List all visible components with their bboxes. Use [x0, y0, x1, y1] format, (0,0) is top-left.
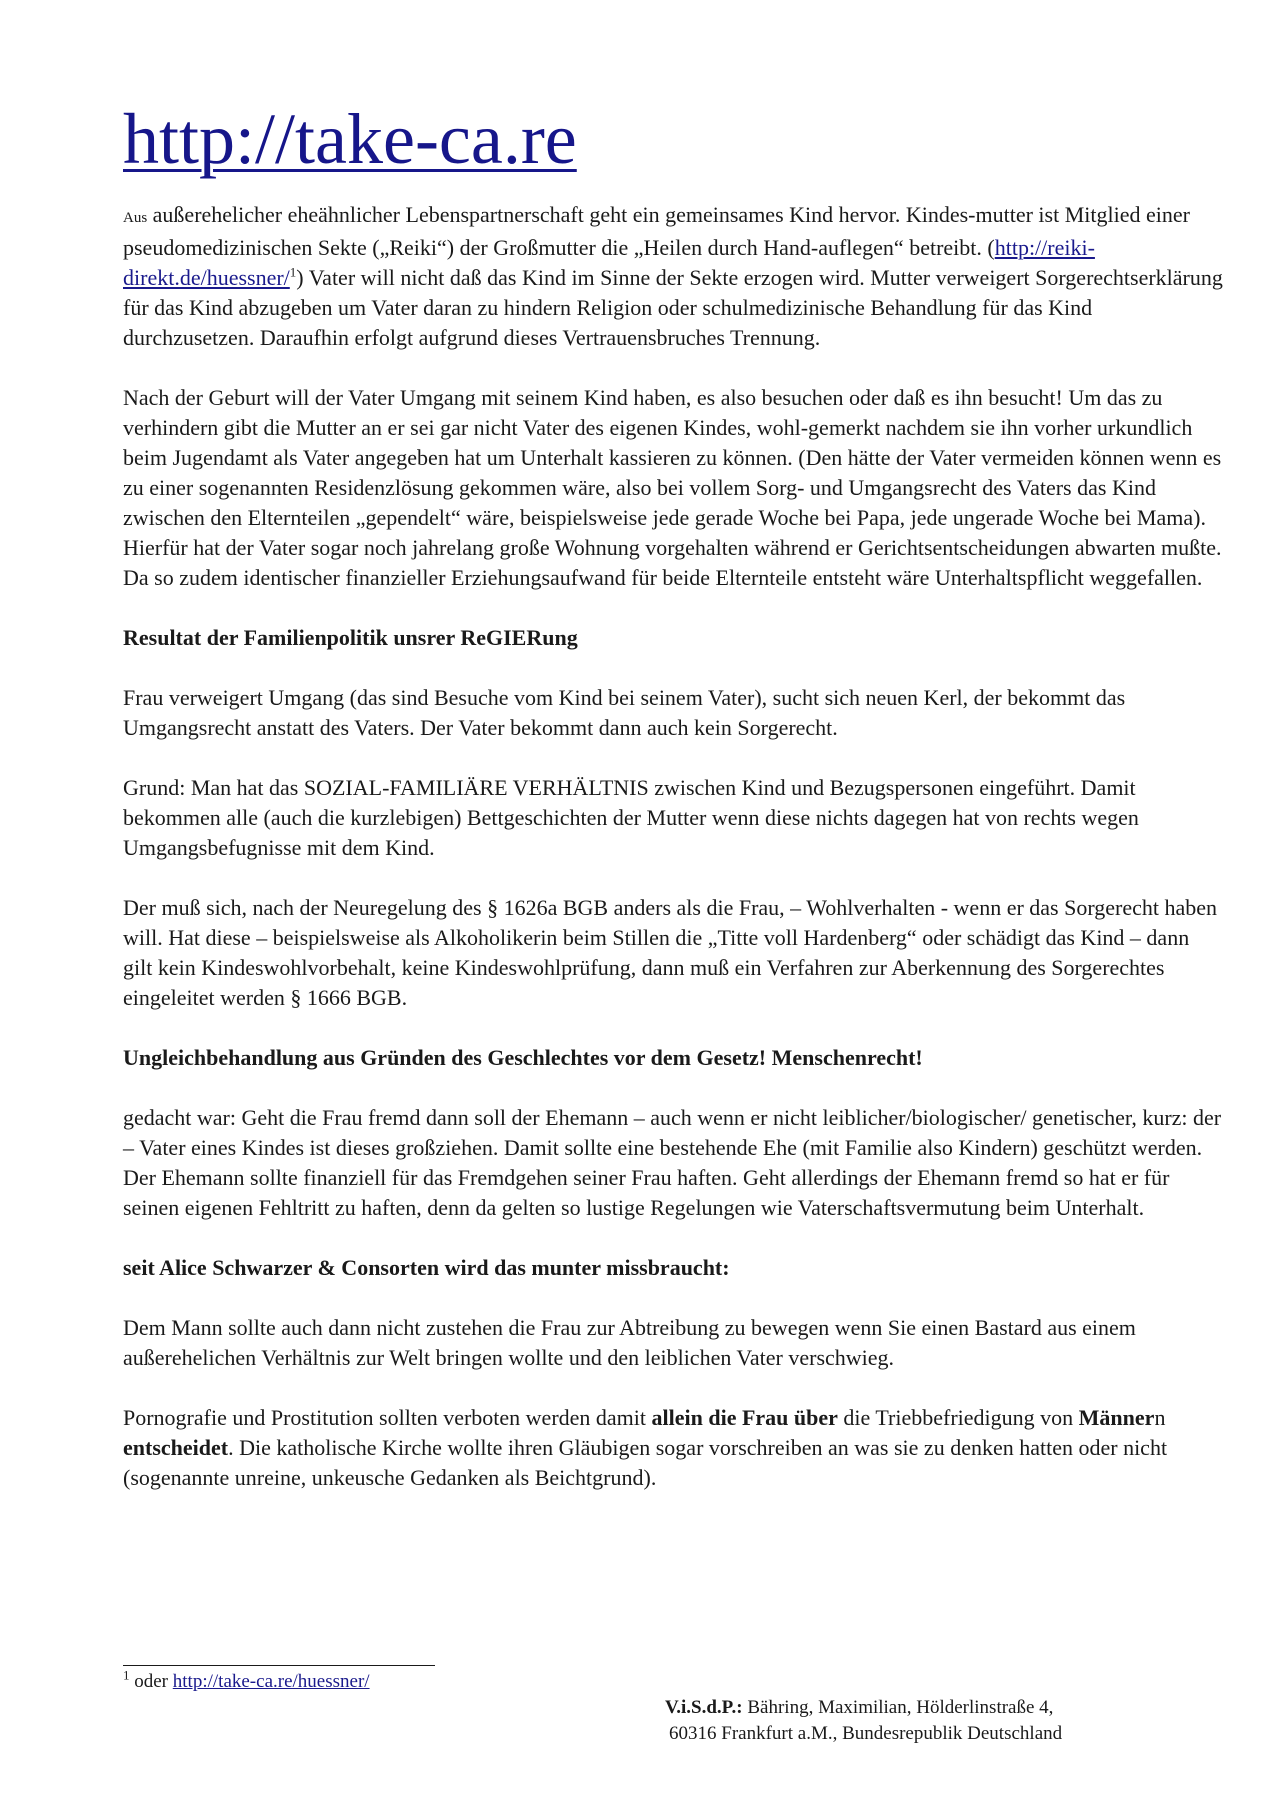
paragraph-4: Grund: Man hat das SOZIAL-FAMILIÄRE VERHÄLTNIS zwischen Kind und Bezugspersonen eingeführt. Damit bekommen alle (auch die kurzlebigen) Bettgeschichten der Mutter wenn diese nichts dagegen hat von rechts wegen Umgangsbefugnisse mit dem Kind.	[123, 775, 1139, 860]
paragraph-1-text-b: ) Vater will nicht daß das Kind im Sinne der Sekte erzogen wird. Mutter verweigert Sorgerechtserklärung für das Kind abzugeben um Vater daran zu hindern Religion oder schulmedizinische Behandlung für das Kind durchzusetzen. Daraufhin erfolgt aufgrund dieses Vertrauensbruches Trennung.	[123, 265, 1223, 350]
imprint-line-1: Bähring, Maximilian, Hölderlinstraße 4,	[742, 1697, 1054, 1718]
footnote-ref[interactable]: 1	[289, 264, 297, 280]
paragraph-8	[123, 1403, 1223, 1493]
paragraph-8-bold-3: entscheidet	[123, 1435, 229, 1460]
footnote-text: oder	[129, 1671, 173, 1692]
paragraph-6: gedacht war: Geht die Frau fremd dann soll der Ehemann – auch wenn er nicht leiblicher/biologischer/ genetischer, kurz: der – Vater eines Kindes ist dieses großziehen. Damit sollte eine bestehende Ehe (mit Familie also Kindern) geschützt werden. Der Ehemann sollte finanziell für das Fremdgehen seiner Frau haften. Geht allerdings der Ehemann fremd so hat er für seinen eigenen Fehltritt zu haften, denn da gelten so lustige Regelungen wie Vaterschaftsvermutung beim Unterhalt.	[123, 1105, 1222, 1220]
footnote-divider	[123, 1665, 435, 1666]
heading-familienpolitik: Resultat der Familienpolitik unsrer ReGIERung	[123, 625, 578, 650]
paragraph-1-text-a: außerehelicher eheähnlicher Lebenspartnerschaft geht ein gemeinsames Kind hervor. Kindes-mutter ist Mitglied einer pseudomedizinischen Sekte („Reiki“) der Großmutter die „Heilen durch Hand-auflegen“ betreibt. (	[123, 202, 1190, 260]
paragraph-8-text-b: die Triebbefriedigung von	[837, 1405, 1079, 1430]
paragraph-8-text-c: n	[1154, 1405, 1166, 1430]
footnote-number: 1	[123, 1667, 130, 1683]
paragraph-7: Dem Mann sollte auch dann nicht zustehen die Frau zur Abtreibung zu bewegen wenn Sie einen Bastard aus einem außerehelichen Verhältnis zur Welt bringen wollte und den leiblichen Vater verschwieg.	[123, 1315, 1136, 1370]
footnote-link[interactable]: http://take-ca.re/huessner/	[172, 1671, 370, 1692]
paragraph-1-initial: Aus	[123, 210, 148, 226]
imprint	[665, 1695, 1225, 1747]
heading-alice-schwarzer: seit Alice Schwarzer & Consorten wird das munter missbraucht:	[123, 1255, 730, 1280]
paragraph-8-bold-2: Männer	[1078, 1405, 1155, 1430]
paragraph-8-bold-1: allein die Frau über	[651, 1405, 838, 1430]
imprint-label: V.i.S.d.P.:	[665, 1697, 743, 1718]
paragraph-3: Frau verweigert Umgang (das sind Besuche vom Kind bei seinem Vater), sucht sich neuen Kerl, der bekommt das Umgangsrecht anstatt des Vaters. Der Vater bekommt dann auch kein Sorgerecht.	[123, 685, 1126, 740]
paragraph-1	[123, 200, 1223, 353]
title-link[interactable]: http://take-ca.re	[123, 99, 577, 179]
paragraph-2: Nach der Geburt will der Vater Umgang mit seinem Kind haben, es also besuchen oder daß es ihn besucht! Um das zu verhindern gibt die Mutter an er sei gar nicht Vater des eigenen Kindes, wohl-gemerkt nachdem sie ihn vorher urkundlich beim Jugendamt als Vater angegeben hat um Unterhalt kassieren zu können. (Den hätte der Vater vermeiden können wenn es zu einer sogenannten Residenzlösung gekommen wäre, also bei vollem Sorg- und Umgangsrecht des Vaters das Kind zwischen den Elternteilen „gependelt“ wäre, beispielsweise jede gerade Woche bei Papa, jede ungerade Woche bei Mama). Hierfür hat der Vater sogar noch jahrelang große Wohnung vorgehalten während er Gerichtsentscheidungen abwarten mußte. Da so zudem identischer finanzieller Erziehungsaufwand für beide Elternteile entsteht wäre Unterhaltspflicht weggefallen.	[123, 385, 1222, 590]
heading-ungleichbehandlung: Ungleichbehandlung aus Gründen des Geschlechtes vor dem Gesetz! Menschenrecht!	[123, 1045, 923, 1070]
imprint-line-2: 60316 Frankfurt a.M., Bundesrepublik Deutschland	[669, 1723, 1063, 1744]
reiki-link[interactable]: http://reiki-direkt.de/huessner/	[123, 235, 1095, 290]
footnote	[123, 1667, 370, 1694]
document-body	[123, 96, 1223, 1523]
paragraph-5: Der muß sich, nach der Neuregelung des § 1626a BGB anders als die Frau, – Wohlverhalten - wenn er das Sorgerecht haben will. Hat diese – beispielsweise als Alkoholikerin beim Stillen die „Titte voll Hardenberg“ oder schädigt das Kind – dann gilt kein Kindeswohlvorbehalt, keine Kindeswohlprüfung, dann muß ein Verfahren zur Aberkennung des Sorgerechtes eingeleitet werden § 1666 BGB.	[123, 895, 1218, 1010]
paragraph-8-text-d: . Die katholische Kirche wollte ihren Gläubigen sogar vorschreiben an was sie zu denken hatten oder nicht (sogenannte unreine, unkeusche Gedanken als Beichtgrund).	[123, 1435, 1168, 1490]
paragraph-8-text-a: Pornografie und Prostitution sollten verboten werden damit	[123, 1405, 652, 1430]
